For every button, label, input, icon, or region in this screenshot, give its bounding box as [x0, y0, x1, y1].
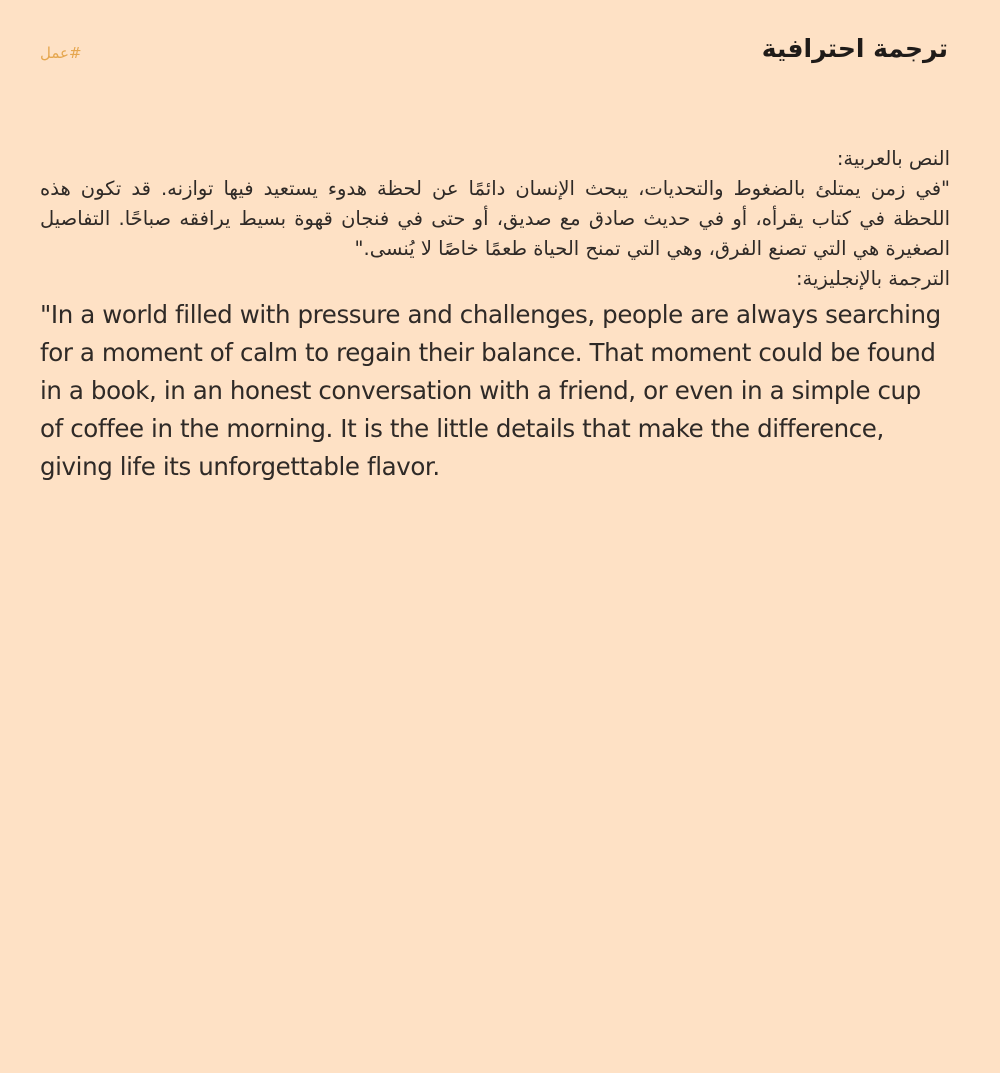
note-title: ترجمة احترافية — [761, 34, 948, 63]
english-translation-label: الترجمة بالإنجليزية: — [795, 267, 950, 290]
arabic-text-paragraph: "في زمن يمتلئ بالضغوط والتحديات، يبحث الإنسان دائمًا عن لحظة هدوء يستعيد فيها توازنه. قد تكون هذه اللحظة في كتاب يقرأه، أو في حديث صادق مع صديق، أو حتى في فنجان قهوة بسيط يرافقه صباحًا. التفاصيل الصغيرة هي التي تصنع الفرق، وهي التي تمنح الحياة طعمًا خاصًا لا يُنسى." — [40, 177, 950, 260]
hashtag-label[interactable]: #عمل — [40, 44, 82, 62]
english-translation-paragraph: "In a world filled with pressure and challenges, people are always searching for a moment of calm to regain their balance. That moment could be found in a book, in an honest conversation with a friend, or even in a simple cup of coffee in the morning. It is the little details that make the difference, giving life its unforgettable flavor. — [40, 300, 941, 481]
arabic-text-label: النص بالعربية: — [836, 147, 950, 170]
note-header — [0, 30, 1000, 80]
note-body[interactable] — [40, 144, 950, 486]
